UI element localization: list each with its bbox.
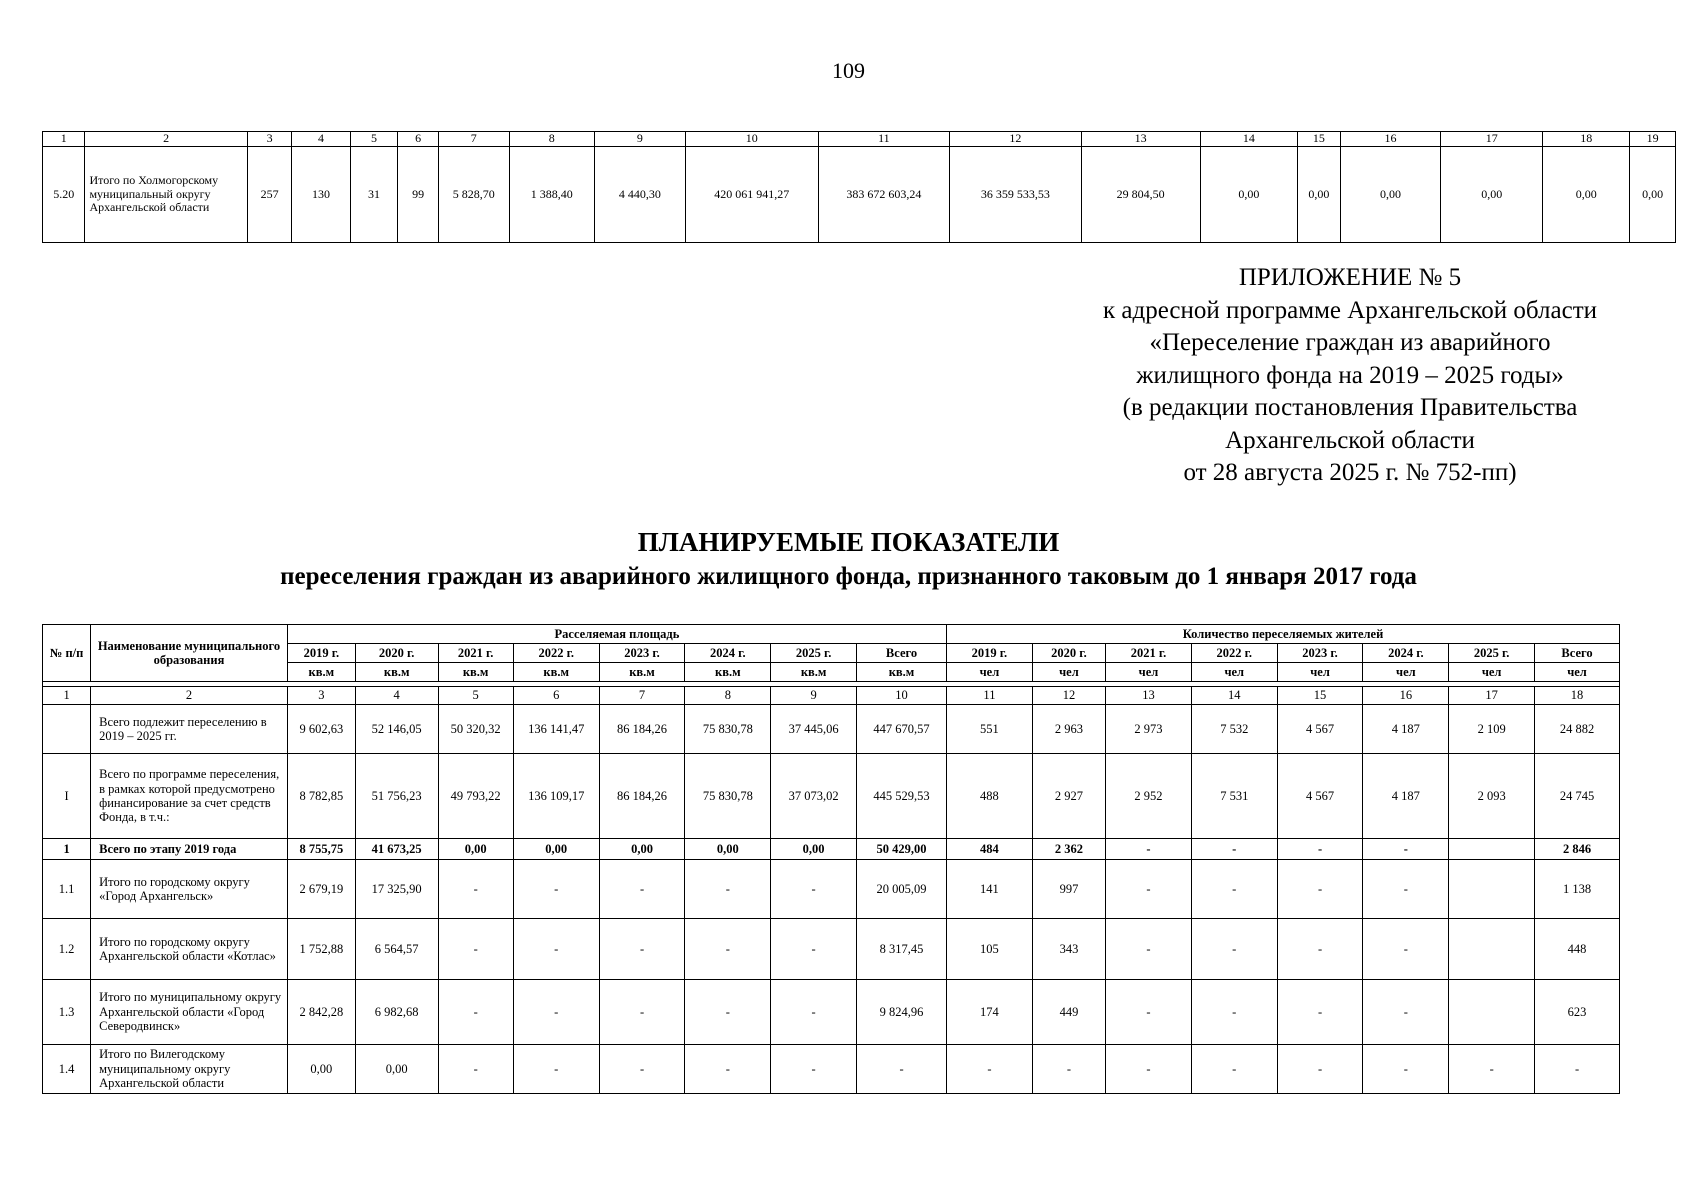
header-unit: чел	[1449, 663, 1535, 682]
table-cell: -	[1191, 919, 1277, 980]
table-cell: 24 882	[1535, 705, 1620, 754]
table-cell: -	[1363, 980, 1449, 1045]
municipality-name: Итого по Холмогорскому муниципальный округу Архангельской области	[85, 147, 247, 243]
column-number: 14	[1200, 132, 1298, 147]
column-number: 7	[438, 132, 509, 147]
table-cell: 4 567	[1277, 705, 1363, 754]
table-cell: 136 109,17	[513, 754, 599, 839]
column-number: 14	[1191, 687, 1277, 705]
table-cell: 488	[947, 754, 1033, 839]
table-cell: 0,00	[513, 839, 599, 860]
table-cell: -	[1363, 919, 1449, 980]
header-year: 2024 г.	[685, 644, 771, 663]
header-year: 2021 г.	[1106, 644, 1192, 663]
table-cell: 420 061 941,27	[685, 147, 818, 243]
appendix-line: «Переселение граждан из аварийного	[1149, 329, 1551, 356]
column-number: 5	[438, 687, 513, 705]
table-cell: -	[685, 860, 771, 919]
header-year: Всего	[1535, 644, 1620, 663]
table-cell: 7 532	[1191, 705, 1277, 754]
table-cell: 2 679,19	[287, 860, 355, 919]
table-cell: 257	[247, 147, 292, 243]
table-cell: 51 756,23	[355, 754, 438, 839]
table-cell: 24 745	[1535, 754, 1620, 839]
table-cell: 17 325,90	[355, 860, 438, 919]
header-year: 2025 г.	[1449, 644, 1535, 663]
table-cell: 449	[1032, 980, 1105, 1045]
table-cell: -	[857, 1045, 947, 1094]
column-number: 17	[1449, 687, 1535, 705]
header-unit: чел	[1277, 663, 1363, 682]
header-unit: чел	[1191, 663, 1277, 682]
header-unit: чел	[1363, 663, 1449, 682]
table-cell: 2 109	[1449, 705, 1535, 754]
table-cell: 9 602,63	[287, 705, 355, 754]
header-year: 2023 г.	[599, 644, 685, 663]
table-cell: -	[1277, 1045, 1363, 1094]
continuation-table	[42, 131, 1676, 243]
municipality-name: Итого по городскому округу «Город Архангельск»	[91, 860, 288, 919]
table-row	[43, 754, 1620, 839]
column-number: 7	[599, 687, 685, 705]
column-number: 12	[950, 132, 1082, 147]
table-cell: 2 952	[1106, 754, 1192, 839]
table-cell: 5 828,70	[438, 147, 509, 243]
column-number: 16	[1340, 132, 1441, 147]
table-cell: -	[947, 1045, 1033, 1094]
table-cell: 9 824,96	[857, 980, 947, 1045]
table-cell: 6 982,68	[355, 980, 438, 1045]
table-cell	[1449, 919, 1535, 980]
table-cell: -	[1106, 980, 1192, 1045]
municipality-name: Итого по городскому округу Архангельской области «Котлас»	[91, 919, 288, 980]
table-cell: -	[685, 980, 771, 1045]
header-area-group: Расселяемая площадь	[287, 625, 946, 644]
table-cell: 49 793,22	[438, 754, 513, 839]
table-cell: -	[513, 1045, 599, 1094]
header-num: № п/п	[43, 625, 91, 682]
table-row	[43, 860, 1620, 919]
document-title	[0, 524, 1697, 594]
table-cell: 2 927	[1032, 754, 1105, 839]
column-number: 13	[1081, 132, 1200, 147]
appendix-line: (в редакции постановления Правительства	[1122, 394, 1578, 421]
table-cell: 1 388,40	[509, 147, 594, 243]
table-row	[43, 839, 1620, 860]
column-number: 11	[947, 687, 1033, 705]
table-cell: 105	[947, 919, 1033, 980]
column-number: 3	[247, 132, 292, 147]
column-number: 15	[1277, 687, 1363, 705]
header-unit: кв.м	[513, 663, 599, 682]
table-cell: -	[1277, 919, 1363, 980]
table-cell: 0,00	[685, 839, 771, 860]
table-cell: -	[771, 919, 857, 980]
column-number: 8	[509, 132, 594, 147]
column-number: 12	[1032, 687, 1105, 705]
table-cell: 36 359 533,53	[950, 147, 1082, 243]
table-cell: 1 138	[1535, 860, 1620, 919]
column-number: 11	[818, 132, 950, 147]
header-unit: кв.м	[355, 663, 438, 682]
table-cell: 0,00	[771, 839, 857, 860]
table-cell: -	[771, 860, 857, 919]
table-cell: 2 973	[1106, 705, 1192, 754]
header-year: 2022 г.	[513, 644, 599, 663]
municipality-name: Всего по программе переселения, в рамках которой предусмотрено финансирование за счет средств Фонда, в т.ч.:	[91, 754, 288, 839]
column-number: 10	[857, 687, 947, 705]
column-number: 15	[1298, 132, 1340, 147]
table-cell: 4 187	[1363, 705, 1449, 754]
title-subtitle: переселения граждан из аварийного жилищного фонда, признанного таковым до 1 января 2017 года	[280, 563, 1417, 590]
appendix-line: жилищного фонда на 2019 – 2025 годы»	[1136, 361, 1564, 389]
table-cell: 383 672 603,24	[818, 147, 950, 243]
table-cell: 136 141,47	[513, 705, 599, 754]
column-number: 5	[350, 132, 398, 147]
table-cell: -	[1449, 1045, 1535, 1094]
row-number: 1.1	[43, 860, 91, 919]
row-number: I	[43, 754, 91, 839]
header-unit: кв.м	[771, 663, 857, 682]
table-cell	[1449, 860, 1535, 919]
table-cell: -	[513, 919, 599, 980]
header-unit: чел	[1106, 663, 1192, 682]
column-number: 2	[85, 132, 247, 147]
table-cell: 4 567	[1277, 754, 1363, 839]
column-number: 8	[685, 687, 771, 705]
column-number: 2	[91, 687, 288, 705]
header-year: 2022 г.	[1191, 644, 1277, 663]
column-number: 17	[1441, 132, 1543, 147]
table-cell: 6 564,57	[355, 919, 438, 980]
header-year: 2020 г.	[1032, 644, 1105, 663]
table-cell: -	[438, 1045, 513, 1094]
table-cell: 31	[350, 147, 398, 243]
table-cell: 4 440,30	[594, 147, 685, 243]
table-cell: 4 187	[1363, 754, 1449, 839]
header-year: 2020 г.	[355, 644, 438, 663]
column-number: 19	[1630, 132, 1676, 147]
table-cell: -	[599, 980, 685, 1045]
table-cell: 37 073,02	[771, 754, 857, 839]
table-cell: -	[1277, 839, 1363, 860]
table-cell: 2 362	[1032, 839, 1105, 860]
table-cell: 8 755,75	[287, 839, 355, 860]
table-cell: -	[1535, 1045, 1620, 1094]
table-cell: 0,00	[287, 1045, 355, 1094]
table-row	[43, 1045, 1620, 1094]
header-year: 2024 г.	[1363, 644, 1449, 663]
header-unit: чел	[1032, 663, 1105, 682]
table-cell: 551	[947, 705, 1033, 754]
header-unit: чел	[947, 663, 1033, 682]
table-cell: 0,00	[438, 839, 513, 860]
header-unit: кв.м	[599, 663, 685, 682]
table-cell: 0,00	[1340, 147, 1441, 243]
table-cell: -	[1191, 839, 1277, 860]
header-year: 2025 г.	[771, 644, 857, 663]
table-cell: -	[1106, 1045, 1192, 1094]
appendix-line: ПРИЛОЖЕНИЕ № 5	[1238, 264, 1462, 291]
table-cell: -	[438, 860, 513, 919]
row-number: 5.20	[43, 147, 85, 243]
table-cell: 8 782,85	[287, 754, 355, 839]
title-main: ПЛАНИРУЕМЫЕ ПОКАЗАТЕЛИ	[637, 527, 1060, 557]
table-cell: -	[1191, 860, 1277, 919]
table-cell: 141	[947, 860, 1033, 919]
table-cell: 1 752,88	[287, 919, 355, 980]
table-cell: 0,00	[1200, 147, 1298, 243]
table-cell: -	[1363, 839, 1449, 860]
column-numbering-row	[43, 687, 1620, 705]
table-cell: 0,00	[1630, 147, 1676, 243]
table-cell: -	[1032, 1045, 1105, 1094]
header-people-group: Количество переселяемых жителей	[947, 625, 1620, 644]
header-unit: кв.м	[438, 663, 513, 682]
header-year: 2023 г.	[1277, 644, 1363, 663]
table-cell: -	[1106, 860, 1192, 919]
table-cell: 130	[292, 147, 350, 243]
appendix-line: от 28 августа 2025 г. № 752-пп)	[1183, 459, 1517, 486]
column-number: 9	[594, 132, 685, 147]
table-cell: -	[771, 1045, 857, 1094]
table-cell: 0,00	[1543, 147, 1630, 243]
table-row	[43, 147, 1676, 243]
column-numbering-row	[43, 132, 1676, 147]
table-cell: 997	[1032, 860, 1105, 919]
column-number: 13	[1106, 687, 1192, 705]
header-unit: кв.м	[857, 663, 947, 682]
header-year: 2021 г.	[438, 644, 513, 663]
column-number: 3	[287, 687, 355, 705]
table-cell: 99	[398, 147, 438, 243]
row-number: 1.3	[43, 980, 91, 1045]
table-cell: -	[1277, 980, 1363, 1045]
header-year: Всего	[857, 644, 947, 663]
table-cell: 86 184,26	[599, 754, 685, 839]
indicators-table	[42, 624, 1620, 1094]
header-year: 2019 г.	[947, 644, 1033, 663]
table-cell: -	[438, 980, 513, 1045]
column-number: 18	[1543, 132, 1630, 147]
appendix-heading	[1060, 262, 1640, 490]
table-cell: -	[1363, 860, 1449, 919]
table-cell: 343	[1032, 919, 1105, 980]
table-cell: 7 531	[1191, 754, 1277, 839]
table-cell: 86 184,26	[599, 705, 685, 754]
table-cell: 2 963	[1032, 705, 1105, 754]
row-number	[43, 705, 91, 754]
appendix-line: Архангельской области	[1225, 426, 1475, 454]
table-cell: -	[1106, 919, 1192, 980]
table-cell: 8 317,45	[857, 919, 947, 980]
table-cell: 2 093	[1449, 754, 1535, 839]
header-year: 2019 г.	[287, 644, 355, 663]
appendix-line: к адресной программе Архангельской области	[1102, 296, 1598, 324]
table-cell: -	[685, 919, 771, 980]
table-row	[43, 919, 1620, 980]
header-name: Наименование муниципального образования	[91, 625, 288, 682]
column-number: 4	[355, 687, 438, 705]
table-cell: 41 673,25	[355, 839, 438, 860]
table-cell: 50 429,00	[857, 839, 947, 860]
table-cell: 29 804,50	[1081, 147, 1200, 243]
row-number: 1.2	[43, 919, 91, 980]
column-number: 16	[1363, 687, 1449, 705]
table-cell: 448	[1535, 919, 1620, 980]
table-cell	[1449, 980, 1535, 1045]
column-number: 1	[43, 687, 91, 705]
table-cell: -	[771, 980, 857, 1045]
table-cell: -	[1191, 980, 1277, 1045]
table-cell: -	[599, 919, 685, 980]
municipality-name: Всего подлежит переселению в 2019 – 2025 гг.	[91, 705, 288, 754]
table-cell: -	[1106, 839, 1192, 860]
table-cell: -	[513, 980, 599, 1045]
header-unit: кв.м	[685, 663, 771, 682]
table-cell: -	[685, 1045, 771, 1094]
table-cell: 20 005,09	[857, 860, 947, 919]
table-cell: 0,00	[355, 1045, 438, 1094]
table-cell: -	[1277, 860, 1363, 919]
table-cell: 0,00	[599, 839, 685, 860]
column-number: 18	[1535, 687, 1620, 705]
table-cell: -	[599, 1045, 685, 1094]
row-number: 1	[43, 839, 91, 860]
table-row	[43, 980, 1620, 1045]
page-number: 109	[832, 58, 865, 83]
table-cell: 484	[947, 839, 1033, 860]
table-cell: 0,00	[1441, 147, 1543, 243]
table-cell: -	[1363, 1045, 1449, 1094]
column-number: 1	[43, 132, 85, 147]
column-number: 10	[685, 132, 818, 147]
table-cell: 37 445,06	[771, 705, 857, 754]
column-number: 4	[292, 132, 350, 147]
table-cell: 174	[947, 980, 1033, 1045]
table-cell: 2 842,28	[287, 980, 355, 1045]
header-unit: кв.м	[287, 663, 355, 682]
table-cell: -	[1191, 1045, 1277, 1094]
table-cell: 50 320,32	[438, 705, 513, 754]
table-cell: -	[513, 860, 599, 919]
table-cell	[1449, 839, 1535, 860]
table-cell: 75 830,78	[685, 754, 771, 839]
municipality-name: Всего по этапу 2019 года	[91, 839, 288, 860]
column-number: 6	[513, 687, 599, 705]
table-cell: -	[599, 860, 685, 919]
table-cell: 2 846	[1535, 839, 1620, 860]
row-number: 1.4	[43, 1045, 91, 1094]
table-cell: 52 146,05	[355, 705, 438, 754]
header-unit: чел	[1535, 663, 1620, 682]
table-cell: 0,00	[1298, 147, 1340, 243]
table-cell: 445 529,53	[857, 754, 947, 839]
table-row	[43, 705, 1620, 754]
table-cell: 447 670,57	[857, 705, 947, 754]
table-cell: -	[438, 919, 513, 980]
table-cell: 623	[1535, 980, 1620, 1045]
column-number: 6	[398, 132, 438, 147]
table-cell: 75 830,78	[685, 705, 771, 754]
municipality-name: Итого по Вилегодскому муниципальному округу Архангельской области	[91, 1045, 288, 1094]
municipality-name: Итого по муниципальному округу Архангельской области «Город Северодвинск»	[91, 980, 288, 1045]
column-number: 9	[771, 687, 857, 705]
